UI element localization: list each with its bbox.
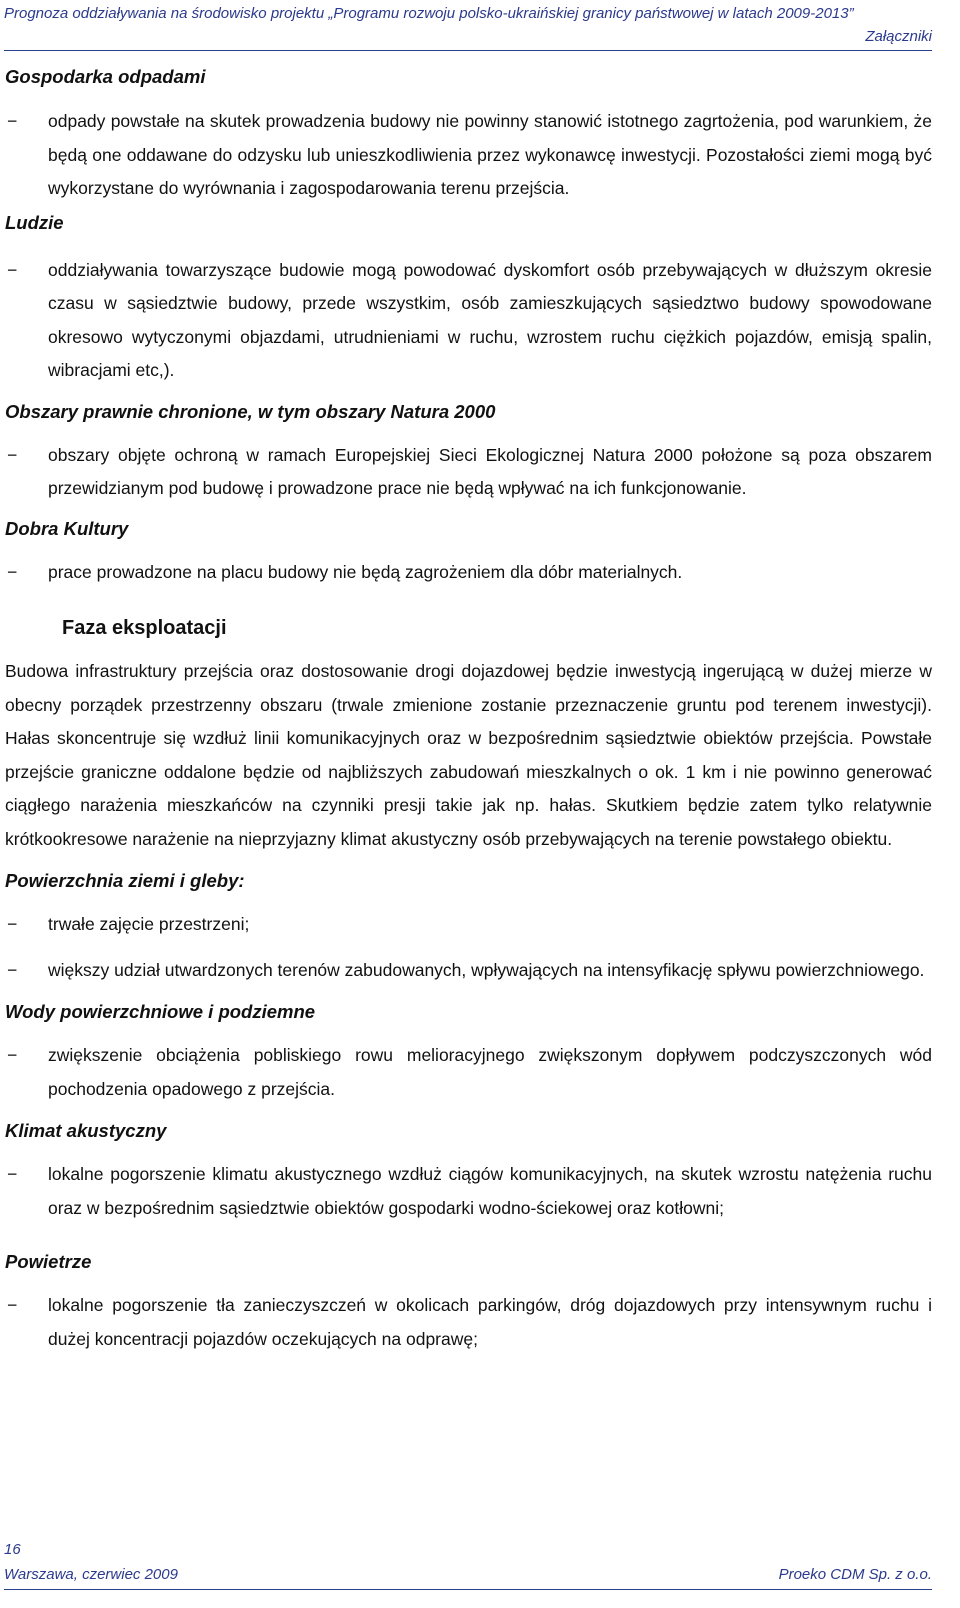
list-item-text: trwałe zajęcie przestrzeni; <box>48 914 250 934</box>
section-heading-waste: Gospodarka odpadami <box>5 66 206 87</box>
list-item <box>5 556 932 590</box>
dash-marker: − <box>7 111 18 131</box>
phase-paragraph: Budowa infrastruktury przejścia oraz dostosowanie drogi dojazdowej będzie inwestycją ingerującą w dużej mierze w obecny porządek przestrzenny obszaru (trwale zmienione zostanie przeznaczenie gruntu pod terenem inwestycji). Hałas skoncentruje się wzdłuż linii komunikacyjnych oraz w bezpośrednim sąsiedztwie obiektów przejścia. Powstałe przejście graniczne oddalone będzie od najbliższych zabudowań mieszkalnych o ok. 1 km i nie powinno generować ciągłego narażenia mieszkańców na czynniki presji takie jak np. hałas. Skutkiem będzie zatem tylko relatywnie krótkookresowe narażenie na nieprzyjazny klimat akustyczny osób przebywających na terenie powstałego obiektu. <box>5 661 932 849</box>
section-heading-air: Powietrze <box>5 1251 92 1272</box>
section-heading-water: Wody powierzchniowe i podziemne <box>5 1001 316 1022</box>
bullet-list <box>5 105 932 206</box>
list-item-text: zwiększenie obciążenia pobliskiego rowu melioracyjnego zwiększonym dopływem podczyszczonych wód pochodzenia opadowego z przejścia. <box>48 1045 932 1099</box>
footer-date: Warszawa, czerwiec 2009 <box>4 1566 178 1583</box>
list-item-text: oddziaływania towarzyszące budowie mogą powodować dyskomfort osób przebywających w dłuższym okresie czasu w sąsiedztwie budowy, przede wszystkim, osób zamieszkujących sąsiedztwo budowy spowodowane okresowo wytyczonymi objazdami, utrudnieniami w ruchu, wzrostem ruchu ciężkich pojazdów, emisją spalin, wibracjami etc,). <box>48 259 932 380</box>
list-item <box>5 1039 932 1106</box>
dash-marker: − <box>7 1164 18 1184</box>
section-heading-soil: Powierzchnia ziemi i gleby: <box>5 870 245 891</box>
footer-company: Proeko CDM Sp. z o.o. <box>778 1566 932 1583</box>
section-heading-people: Ludzie <box>5 211 64 233</box>
document-title: Prognoza oddziaływania na środowisko projektu „Programu rozwoju polsko-ukraińskiej granicy państwowej w latach 2009-2013” <box>4 5 854 22</box>
bullet-list <box>5 556 932 590</box>
bullet-list <box>5 254 932 388</box>
section-label: Załączniki <box>865 28 932 45</box>
document-body <box>5 62 932 1356</box>
dash-marker: − <box>7 959 18 980</box>
section-heading-cultural-goods: Dobra Kultury <box>5 517 129 539</box>
list-item <box>5 439 932 506</box>
list-item <box>5 954 932 988</box>
page-footer <box>4 1541 932 1590</box>
list-item-text: prace prowadzone na placu budowy nie będą zagrożeniem dla dóbr materialnych. <box>48 561 683 582</box>
list-item-text: obszary objęte ochroną w ramach Europejskiej Sieci Ekologicznej Natura 2000 położone są poza obszarem przewidzianym pod budowę i prowadzone prace nie będą wpływać na ich funkcjonowanie. <box>48 444 932 498</box>
section-heading-acoustic: Klimat akustyczny <box>5 1120 167 1141</box>
list-item <box>5 908 932 942</box>
list-item <box>5 254 932 388</box>
bullet-list <box>5 1039 932 1106</box>
dash-marker: − <box>7 444 18 465</box>
page-header <box>4 2 932 51</box>
list-item <box>5 105 932 206</box>
list-item <box>5 1158 932 1225</box>
list-item-text: większy udział utwardzonych terenów zabudowanych, wpływających na intensyfikację spływu powierzchniowego. <box>48 959 925 980</box>
bullet-list <box>5 1289 932 1356</box>
dash-marker: − <box>7 1295 18 1315</box>
bullet-list <box>5 439 932 506</box>
list-item-text: lokalne pogorszenie tła zanieczyszczeń w okolicach parkingów, dróg dojazdowych przy intensywnym ruchu i dużej koncentracji pojazdów oczekujących na odprawę; <box>48 1295 932 1349</box>
dash-marker: − <box>7 259 18 280</box>
list-item <box>5 1289 932 1356</box>
page-number: 16 <box>4 1541 21 1558</box>
dash-marker: − <box>7 561 18 582</box>
dash-marker: − <box>7 914 18 934</box>
bullet-list <box>5 1158 932 1225</box>
dash-marker: − <box>7 1045 18 1065</box>
list-item-text: odpady powstałe na skutek prowadzenia budowy nie powinny stanowić istotnego zagrtożenia, pod warunkiem, że będą one oddawane do odzysku lub unieszkodliwienia przez wykonawcę inwestycji. Pozostałości ziemi mogą być wykorzystane do wyrównania i zagospodarowania terenu przejścia. <box>48 111 932 198</box>
section-heading-protected-areas: Obszary prawnie chronione, w tym obszary Natura 2000 <box>5 400 496 422</box>
list-item-text: lokalne pogorszenie klimatu akustycznego wzdłuż ciągów komunikacyjnych, na skutek wzrostu natężenia ruchu oraz w bezpośrednim sąsiedztwie obiektów gospodarki wodno-ściekowej oraz kotłowni; <box>48 1164 932 1218</box>
phase-heading: Faza eksploatacji <box>62 617 227 639</box>
bullet-list <box>5 908 932 987</box>
